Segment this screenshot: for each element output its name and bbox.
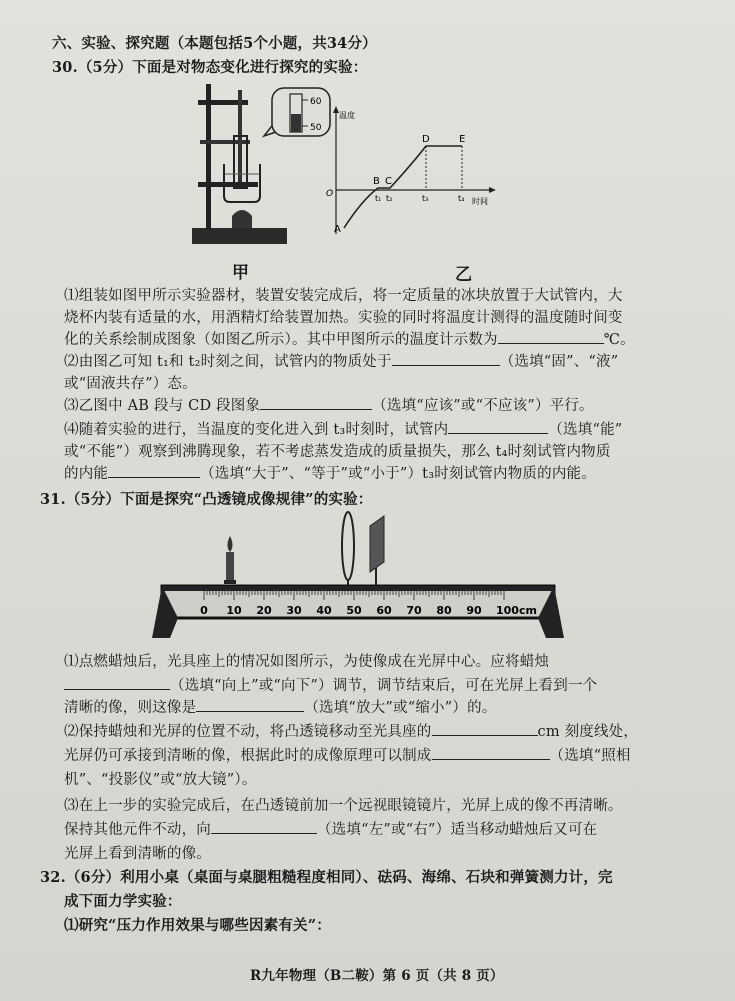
t-label: t₁	[375, 194, 382, 203]
x-axis-label: 时间	[472, 197, 488, 206]
thermo-tick-label: 50	[310, 123, 322, 133]
candle-holder	[224, 580, 236, 584]
answer-blank-move-direction[interactable]	[211, 832, 317, 834]
answer-blank-boiling[interactable]	[448, 432, 548, 434]
point-label: C	[385, 176, 392, 187]
answer-blank-internal-energy[interactable]	[108, 476, 200, 478]
mid-clamp	[200, 140, 250, 144]
ruler-label: 80	[436, 604, 452, 617]
point-label: D	[422, 134, 430, 145]
answer-blank-image-size[interactable]	[196, 710, 304, 712]
figure-label-yi: 乙	[455, 265, 472, 285]
q31-p1-line2: （选填“向上”或“向下”）调节，调节结束后，可在光屏上看到一个	[64, 674, 597, 695]
q30-p4-line2: 或“不能”）观察到沸腾现象，若不考虑蒸发造成的质量损失，那么 t₄时刻试管内物质	[64, 444, 611, 460]
q30-p2-line1: ⑵由图乙可知 t₁和 t₂时刻之间，试管内的物质处于 （选填“固”、“液”	[64, 354, 619, 370]
ruler-label: 40	[316, 604, 332, 617]
optical-bench-figure	[148, 506, 566, 646]
answer-blank-candle-direction[interactable]	[64, 688, 170, 690]
t-label: t₂	[386, 194, 393, 203]
thermo-liquid	[291, 114, 301, 132]
candle	[226, 552, 234, 582]
q32-title-line2: 成下面力学实验：	[64, 893, 182, 910]
q32-title-line1: 32.（6分）利用小桌（桌面与桌腿粗糙程度相同）、砝码、海绵、石块和弹簧测力计，完	[40, 869, 613, 886]
q30-p3-line: ⑶乙图中 AB 段与 CD 段图象 （选填“应该”或“不应该”）平行。	[64, 398, 594, 414]
ruler-label: 90	[466, 604, 482, 617]
q30-p2-line2: 或“固液共存”）态。	[64, 376, 197, 392]
q31-p3-line1: ⑶在上一步的实验完成后，在凸透镜前加一个远视眼镜镜片，光屏上成的像不再清晰。	[64, 798, 623, 814]
section-title: 六、实验、探究题（本题包括5个小题，共34分）	[52, 35, 377, 52]
origin-label: O	[326, 189, 334, 199]
t-label: t₄	[458, 194, 465, 203]
convex-lens	[342, 512, 354, 580]
alcohol-lamp	[232, 210, 252, 228]
q31-title: 31.（5分）下面是探究“凸透镜成像规律”的实验：	[40, 491, 373, 508]
ruler-label: 50	[346, 604, 362, 617]
q31-p2-line2: 光屏仍可承接到清晰的像，根据此时的成像原理可以制成 （选填“照相	[64, 748, 631, 764]
temperature-graph	[322, 104, 502, 244]
t-label: t₃	[422, 194, 429, 203]
q31-p3-line3: 光屏上看到清晰的像。	[64, 846, 211, 862]
candle-flame	[228, 536, 233, 552]
point-label: B	[373, 176, 380, 187]
answer-blank-device[interactable]	[432, 758, 550, 760]
q30-title: 30.（5分）下面是对物态变化进行探究的实验：	[52, 59, 368, 76]
point-label: E	[459, 134, 466, 145]
thermo-tick-label: 60	[310, 97, 322, 107]
ruler-label: 10	[226, 604, 242, 617]
light-screen	[370, 516, 384, 572]
answer-blank-parallel[interactable]	[260, 408, 372, 410]
ruler-label: 0	[200, 604, 208, 617]
page-footer: R九年物理（B二鞍）第 6 页（共 8 页）	[250, 968, 504, 984]
ruler-label: 20	[256, 604, 272, 617]
q31-p2-line3: 机”、“投影仪”或“放大镜”）。	[64, 772, 257, 788]
answer-blank-state[interactable]	[392, 364, 500, 366]
q31-p2-line1: ⑵保持蜡烛和光屏的位置不动，将凸透镜移动至光具座的 cm 刻度线处，	[64, 724, 639, 740]
answer-blank-lens-position[interactable]	[432, 734, 538, 736]
bench-top-edge	[162, 586, 554, 591]
q30-p1-line2: 烧杯内装有适量的水，用酒精灯给装置加热。实验的同时将温度计测得的温度随时间变	[64, 310, 623, 326]
ruler-label: 60	[376, 604, 392, 617]
apparatus-figure	[180, 78, 340, 263]
q32-p1: ⑴研究“压力作用效果与哪些因素有关”：	[64, 917, 331, 934]
stand-base	[192, 228, 287, 244]
point-label: A	[334, 224, 341, 235]
answer-blank-thermometer[interactable]	[498, 342, 604, 344]
temperature-curve	[344, 146, 465, 228]
y-axis-label: 温度	[339, 111, 355, 120]
ring-clamp	[198, 182, 258, 187]
q30-p1-line3: 化的关系绘制成图象（如图乙所示）。其中甲图所示的温度计示数为 ℃。	[64, 332, 635, 348]
x-axis-arrow	[489, 187, 496, 193]
ruler-label: 100cm	[496, 604, 537, 617]
q30-p1-line1: ⑴组装如图甲所示实验器材，装置安装完成后，将一定质量的冰块放置于大试管内，大	[64, 288, 623, 304]
ruler-label: 30	[286, 604, 302, 617]
q31-p1-line3: 清晰的像，则这像是 （选填“放大”或“缩小”）的。	[64, 700, 497, 716]
figure-label-jia: 甲	[232, 263, 249, 283]
stand-rod	[206, 84, 211, 230]
ruler-label: 70	[406, 604, 422, 617]
q30-p4-line3: 的内能 （选填“大于”、“等于”或“小于”）t₃时刻试管内物质的内能。	[64, 466, 596, 482]
q31-p3-line2: 保持其他元件不动，向 （选填“左”或“右”）适当移动蜡烛后又可在	[64, 822, 598, 838]
q31-p1-line1: ⑴点燃蜡烛后，光具座上的情况如图所示，为使像成在光屏中心。应将蜡烛	[64, 654, 550, 670]
q30-p4-line1: ⑷随着实验的进行，当温度的变化进入到 t₃时刻时，试管内 （选填“能”	[64, 422, 623, 438]
